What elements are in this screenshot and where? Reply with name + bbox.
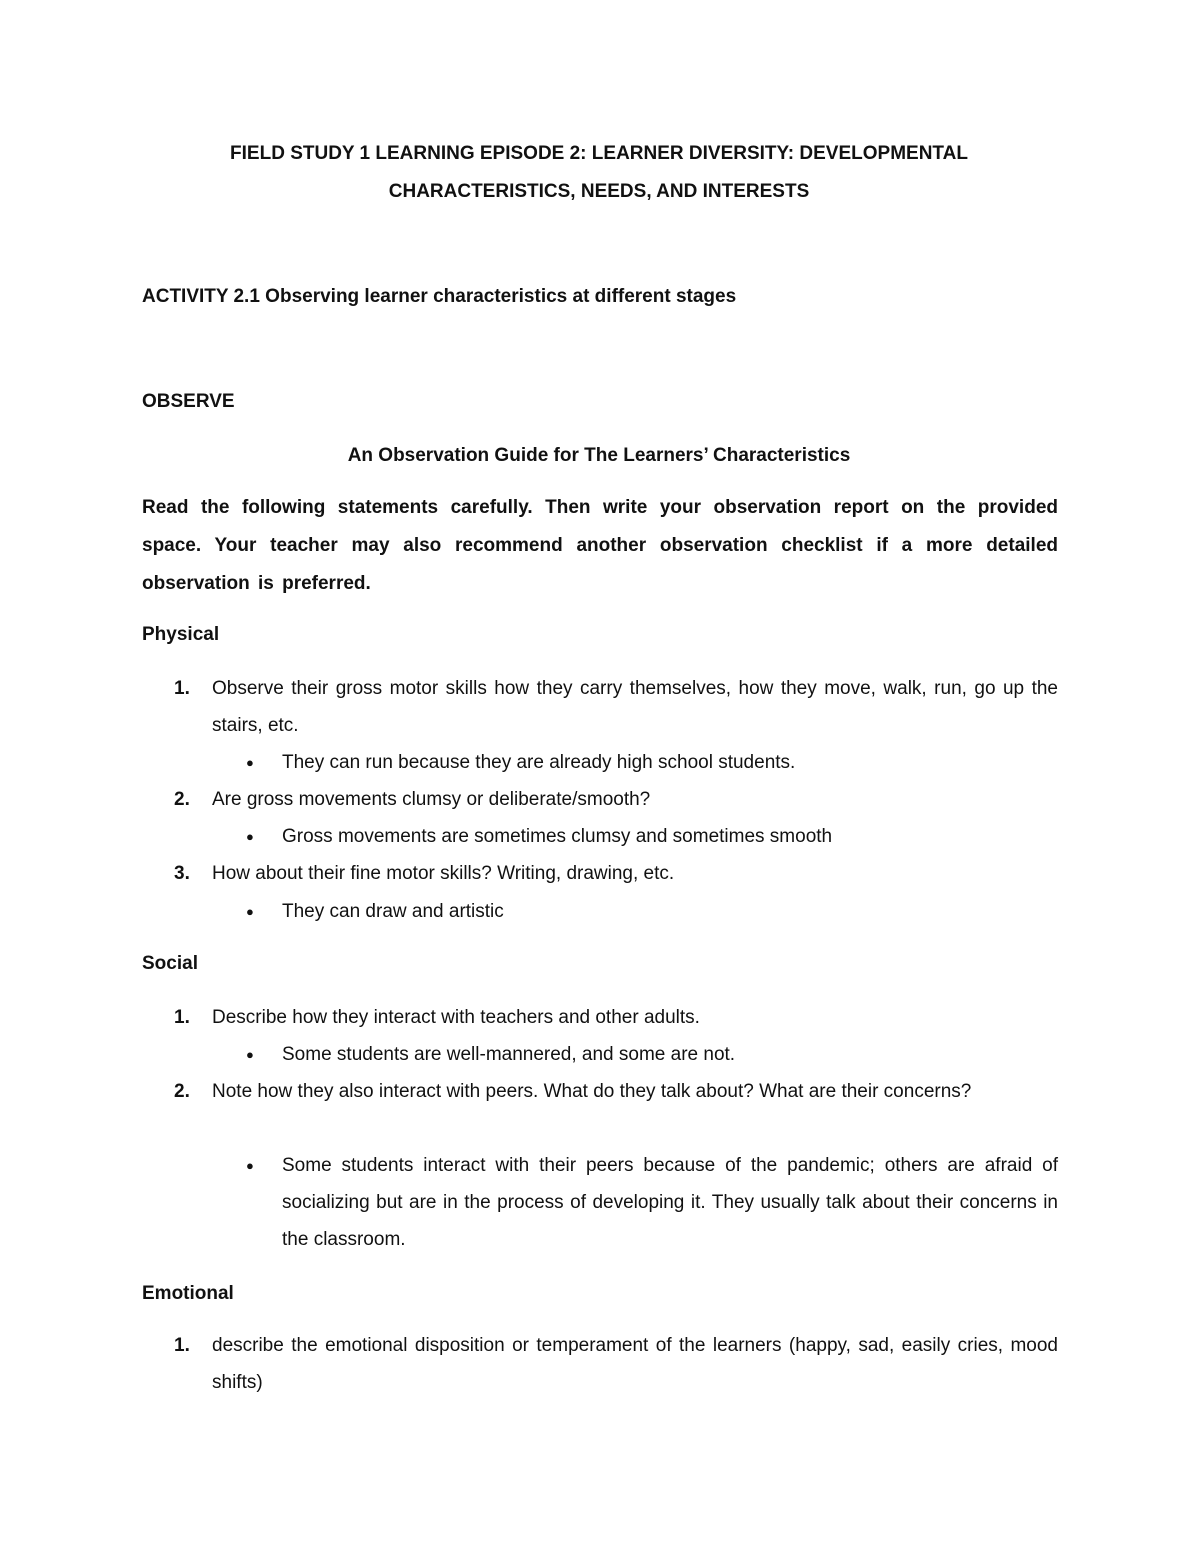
question-text: Note how they also interact with peers. What do they talk about? What are their concerns? — [212, 1081, 972, 1102]
guide-title: An Observation Guide for The Learners’ Characteristics — [347, 445, 851, 466]
list-number: 2. — [174, 789, 190, 810]
title-line-1: FIELD STUDY 1 LEARNING EPISODE 2: LEARNER DIVERSITY: DEVELOPMENTAL — [230, 143, 968, 164]
list-number: 1. — [174, 1335, 190, 1356]
question-text: describe the emotional disposition or temperament of the learners (happy, sad, easily cries, mood shifts) — [212, 1335, 1058, 1393]
bullet-icon: ● — [246, 1158, 254, 1173]
question-text: Are gross movements clumsy or deliberate/smooth? — [212, 789, 651, 810]
section-heading-emotional: Emotional — [142, 1283, 234, 1304]
section-heading-social: Social — [142, 953, 198, 974]
section-heading-physical: Physical — [142, 624, 220, 645]
bullet-icon: ● — [246, 1047, 254, 1062]
observe-heading: OBSERVE — [142, 391, 235, 412]
answer-text: They can run because they are already high school students. — [282, 752, 796, 773]
list-number: 2. — [174, 1081, 190, 1102]
answer-text: Gross movements are sometimes clumsy and sometimes smooth — [282, 826, 833, 847]
bullet-icon: ● — [246, 829, 254, 844]
document-title — [140, 135, 1058, 211]
question-text: How about their fine motor skills? Writing, drawing, etc. — [212, 863, 675, 884]
bullet-icon: ● — [246, 904, 254, 919]
bullet-icon: ● — [246, 755, 254, 770]
answer-text: Some students interact with their peers because of the pandemic; others are afraid of socializing but are in the process of developing it. They usually talk about their concerns in the classroom. — [282, 1155, 1058, 1250]
title-line-2: CHARACTERISTICS, NEEDS, AND INTERESTS — [388, 181, 810, 202]
answer-text: They can draw and artistic — [282, 901, 504, 922]
question-text: Describe how they interact with teachers and other adults. — [212, 1007, 700, 1028]
list-number: 1. — [174, 1007, 190, 1028]
answer-text: Some students are well-mannered, and some are not. — [282, 1044, 736, 1065]
list-number: 1. — [174, 678, 190, 699]
activity-heading: ACTIVITY 2.1 Observing learner characteristics at different stages — [142, 286, 737, 307]
instructions-paragraph: Read the following statements carefully. Then write your observation report on the provided space. Your teacher may also recommend another observation checklist if a more detailed observation is preferred. — [142, 497, 1058, 594]
list-number: 3. — [174, 863, 190, 884]
question-text: Observe their gross motor skills how they carry themselves, how they move, walk, run, go up the stairs, etc. — [212, 678, 1058, 736]
